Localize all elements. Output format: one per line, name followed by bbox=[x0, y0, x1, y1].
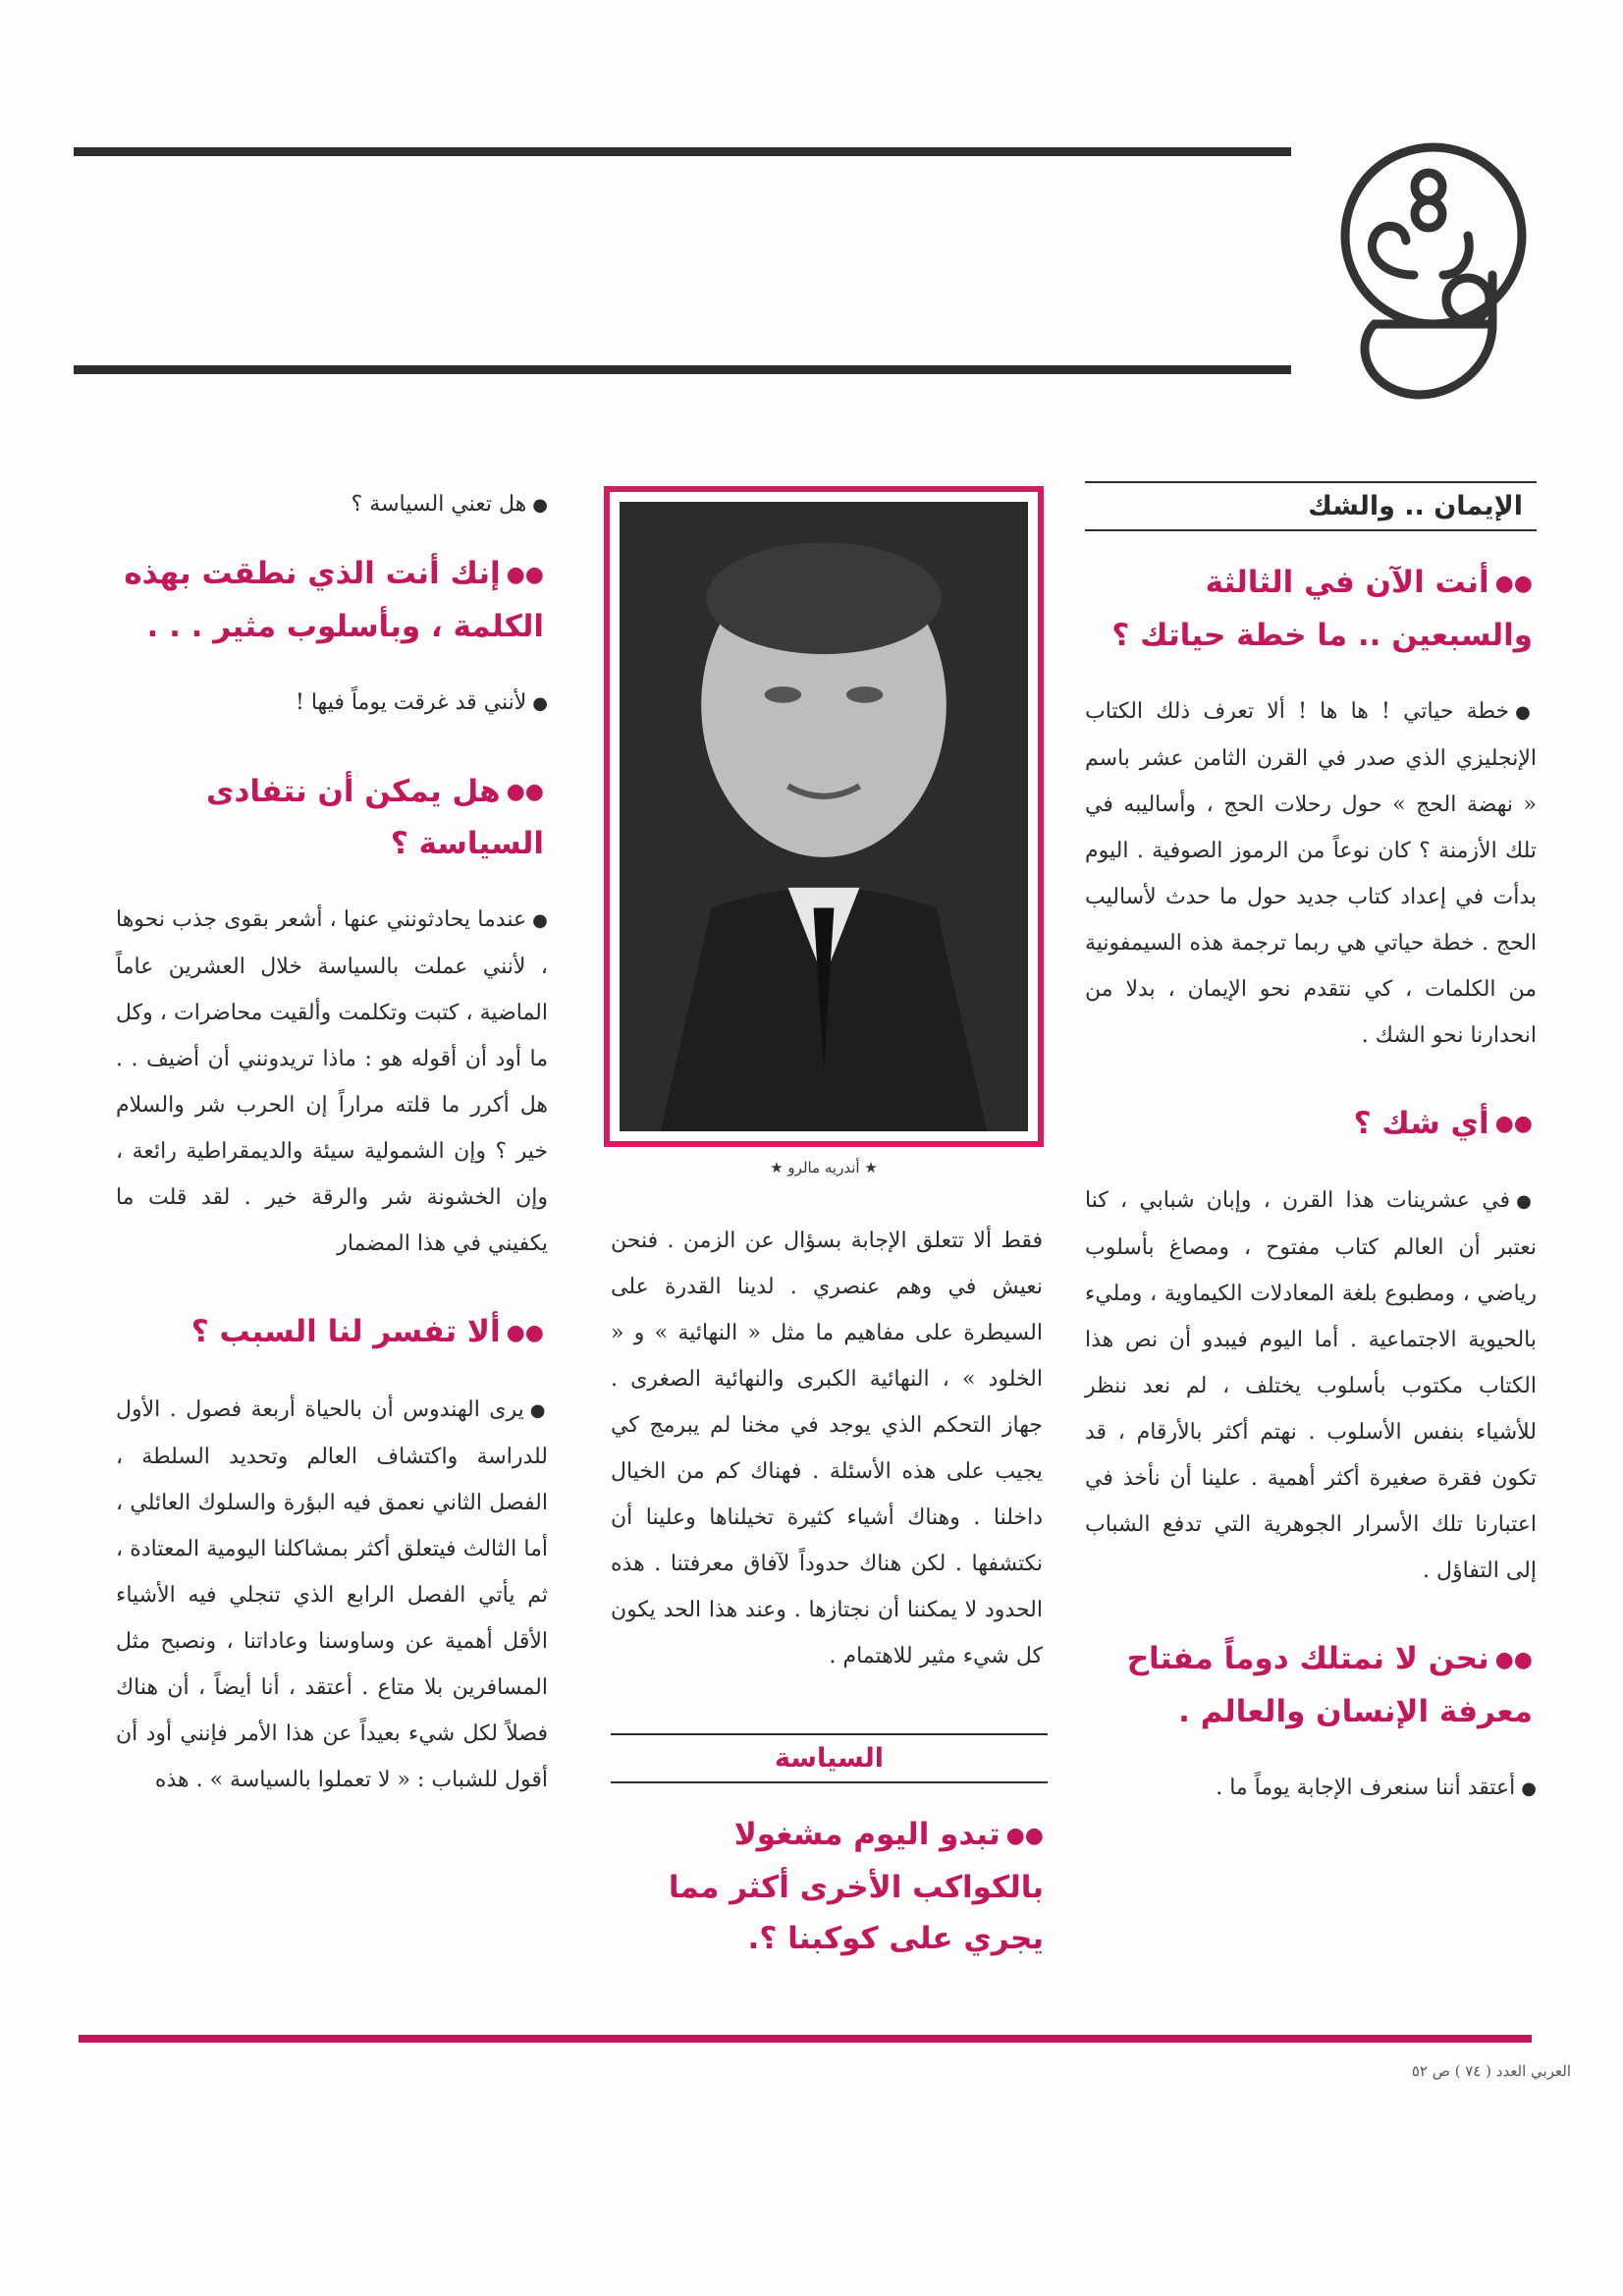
header-rule-top bbox=[74, 147, 1291, 156]
section-title-politics: السياسة bbox=[611, 1733, 1048, 1783]
middle-column-text bbox=[611, 1218, 1043, 1719]
section-title-faith-doubt: الإيمان .. والشك bbox=[1085, 481, 1537, 531]
bullet-icon: ● bbox=[1516, 1191, 1537, 1212]
bullet-icon: ● bbox=[532, 495, 548, 516]
question-which-doubt: ●●أي شك ؟ bbox=[1353, 1105, 1533, 1141]
answer-life-plan: ●خطة حياتي ! ها ها ! ألا تعرف ذلك الكتاب الإنجليزي الذي صدر في القرن الثامن عشر باسم « نهضة الحج » حول رحلات الحج ، وأساليبه في تلك الأزمنة ؟ كان نوعاً من الرموز الصوفية . اليوم بدأت في إعداد كتاب جديد حول ما حدث لأساليب الحج . خطة حياتي هي ربما ترجمة هذه السيمفونية من الكلمات ، كي نتقدم نحو الإيمان ، بدلا من انحدارنا نحو الشك . bbox=[1085, 698, 1537, 1048]
question-marker-icon: ●● bbox=[1494, 1647, 1533, 1672]
bullet-icon: ● bbox=[1515, 701, 1537, 723]
portrait-frame bbox=[604, 486, 1044, 1147]
middle-paragraph: فقط ألا تتعلق الإجابة بسؤال عن الزمن . فنحن نعيش في وهم عنصري . لدينا القدرة على السيطرة على مفاهيم ما مثل « النهائية » و « الخلود » ، النهائية الكبرى والنهائية الصغرى . جهاز التحكم الذي يوجد في مخنا لم يبرمج كي يجيب على هذه الأسئلة . فهناك كم من الخيال داخلنا . وهناك أشياء كثيرة تخيلناها وعلينا أن نكتشفها . لكن هناك حدوداً لآفاق معرفتنا . هذه الحدود لا يمكننا أن نجتازها . وعند هذا الحد يكون كل شيء مثير للاهتمام . bbox=[611, 1229, 1043, 1668]
question-life-plan: ●●أنت الآن في الثالثة والسبعين .. ما خطة حياتك ؟ bbox=[1111, 565, 1533, 653]
question-avoid-politics: ●●هل يمكن أن نتفادى السياسة ؟ bbox=[206, 773, 544, 861]
answer-drowned: ●لأنني قد غرقت يوماً فيها ! bbox=[296, 689, 548, 715]
answer-politics-meaning: ●هل تعني السياسة ؟ bbox=[351, 492, 548, 517]
header-rule-bottom bbox=[74, 365, 1291, 374]
middle-politics-section bbox=[611, 1733, 1048, 1992]
left-column bbox=[116, 481, 548, 1842]
bullet-icon: ● bbox=[532, 692, 548, 714]
answer-no-key: ●أعتقد أننا سنعرف الإجابة يوماً ما . bbox=[1216, 1775, 1537, 1800]
answer-which-doubt: ●في عشرينات هذا القرن ، وإبان شبابي ، كنا نعتبر أن العالم كتاب مفتوح ، ومصاغ بأسلوب رياضي ، ومطبوع بلغة المعادلات الكيماوية ، ومليء بالحيوية الاجتماعية . أما اليوم فيبدو أن نص هذا الكتاب مكتوب بأسلوب يختلف ، لم نعد ننظر للأشياء بنفس الأسلوب . نهتم أكثر بالأرقام ، قد تكون فقرة صغيرة أكثر أهمية . علينا أن نأخذ في اعتبارنا تلك الأسرار الجوهرية التي تدفع الشباب إلى التفاؤل . bbox=[1085, 1188, 1537, 1583]
question-marker-icon: ●● bbox=[506, 780, 544, 804]
question-marker-icon: ●● bbox=[1005, 1823, 1044, 1848]
question-marker-icon: ●● bbox=[1494, 571, 1533, 596]
bullet-icon: ● bbox=[529, 1399, 548, 1421]
question-no-key: ●●نحن لا نمتلك دوماً مفتاح معرفة الإنسان والعالم . bbox=[1126, 1641, 1533, 1729]
right-column bbox=[1085, 481, 1537, 1851]
portrait-illustration bbox=[620, 502, 1028, 1131]
question-marker-icon: ●● bbox=[506, 562, 544, 587]
bullet-icon: ● bbox=[1521, 1777, 1537, 1799]
footer-page-info: العربي العدد ( ٧٤ ) ص ٥٢ bbox=[1411, 2062, 1571, 2080]
answer-explain-reason: ●يرى الهندوس أن بالحياة أربعة فصول . الأول للدراسة واكتشاف العالم وتحديد السلطة ، الفصل الثاني نعمق فيه البؤرة والسلوك العائلي ، أما الثالث فيتعلق أكثر بمشاكلنا اليومية المعتادة ، ثم يأتي الفصل الرابع الذي تنجلي فيه الأشياء الأقل أهمية عن وساوسنا وعاداتنا ، ونصبح مثل المسافرين بلا متاع . أعتقد ، أنا أيضاً ، أن هناك فصلاً لكل شيء بعيداً عن هذا الأمر فإنني أود أن أقول للشباب : « لا تعملوا بالسياسة » . هذه bbox=[116, 1396, 548, 1792]
answer-avoid-politics: ●عندما يحادثونني عنها ، أشعر بقوى جذب نحوها ، لأنني عملت بالسياسة خلال العشرين عاماً الماضية ، كتبت وتكلمت وألقيت محاضرات ، وكل ما أود أن أقوله هو : ماذا تريدونني أن أضيف . . هل أكرر ما قلته مراراً إن الحرب شر والسلام خير ؟ وإن الشمولية سيئة والديمقراطية رائعة ، وإن الخشونة شر والرقة خير . لقد قلت ما يكفيني في هذا المضمار bbox=[116, 907, 548, 1256]
portrait-photo bbox=[620, 502, 1028, 1131]
question-marker-icon: ●● bbox=[506, 1320, 544, 1345]
footer-rule bbox=[79, 2035, 1532, 2043]
question-other-planets: ●●تبدو اليوم مشغولا بالكواكب الأخرى أكثر مما يجري على كوكبنا ؟. bbox=[668, 1817, 1044, 1956]
photo-caption: ★ أندريه مالرو ★ bbox=[770, 1159, 878, 1176]
question-explain-reason: ●●ألا تفسر لنا السبب ؟ bbox=[190, 1314, 544, 1349]
question-you-said-it: ●●إنك أنت الذي نطقت بهذه الكلمة ، وبأسلوب مثير . . . bbox=[124, 556, 544, 644]
question-marker-icon: ●● bbox=[1494, 1112, 1533, 1136]
magazine-logo bbox=[1296, 128, 1561, 422]
bullet-icon: ● bbox=[532, 910, 548, 931]
